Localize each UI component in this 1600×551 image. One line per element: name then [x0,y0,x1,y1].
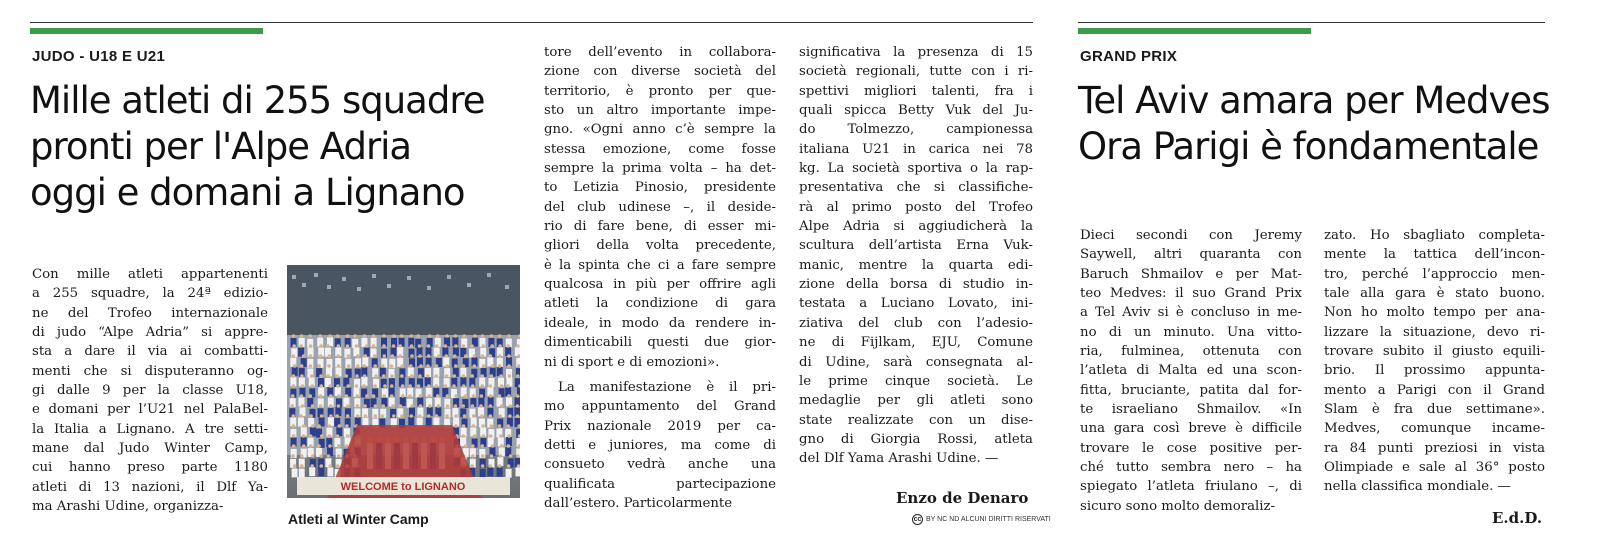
text-line: rio di fare bene, di esser mi- [544,219,776,235]
text-line: territorio, è pronto per que- [544,83,776,99]
text-line: qualcosa in più per offrire agli [544,277,776,293]
text-line: zione con diverse società del [544,64,776,80]
right-article-column-1 [1080,226,1302,516]
text-line: una gara così breve è difficile [1080,421,1302,437]
text-line: l’atleta di Malta ed una scon- [1080,363,1302,379]
text-line: spiegato l’atleta friulano –, di [1080,479,1302,495]
text-line: testata a Luciano Lovato, ini- [799,296,1033,312]
text-line: ne del Trofeo internazionale [32,305,268,321]
text-line: del club udinese –, il deside- [544,199,776,215]
text-line: presentativa che si classifiche- [799,180,1033,196]
text-line: to Letizia Pinosio, presidente [544,180,776,196]
photo-banner-text: WELCOME to LIGNANO [340,481,466,493]
text-line: state realizzate con un dise- [799,412,1033,428]
text-line: tore dell’evento in collabora- [544,45,776,60]
text-line: ziativa del club con l’adesio- [799,315,1033,331]
text-line: Olimpiade e sale al 36° posto [1324,460,1545,476]
text-line: ché tutto sembra nero – ha [1080,460,1302,476]
text-line: sempre la prima volta – ha det- [544,161,776,177]
text-line: gliori della volta precedente, [544,238,776,254]
text-line: sicuro sono molto demoraliz- [1080,498,1276,514]
text-line: del Dlf Yama Arashi Udine. — [799,451,999,467]
text-line: Alpe Adria si aggiudicherà la [799,219,1033,235]
text-line: tale alla gara è stato buono. [1324,286,1545,302]
text-line: Prix nazionale 2019 per ca- [544,418,776,434]
text-line: le prime cinque società. Le [799,373,1033,389]
text-line: a Tel Aviv si è concluso in me- [1080,305,1302,321]
text-line: ni di sport e di emozioni». [544,354,720,370]
text-line: società regionali, tutte con i ri- [799,64,1033,80]
winter-camp-photo [287,265,520,498]
text-line: di Udine, sarà consegnata al- [799,354,1033,370]
text-line: italiana U21 in carica nei 78 [799,141,1033,157]
text-line: scultura dell’artista Erna Vuk- [799,238,1033,254]
text-line: gno. «Ogni anno c’è sempre la [544,122,776,138]
text-line: cui hanno preso parte 1180 [32,460,268,476]
text-line: kg. La società sportiva o la rap- [799,161,1033,177]
text-line: zato. Ho sbagliato completa- [1324,228,1545,243]
text-line: do Tolmezzo, campionessa [799,122,1033,138]
text-line: dall’estero. Particolarmente [544,495,733,511]
author-signature: Enzo de Denaro [896,489,1029,507]
text-line: menti che si disputeranno og- [32,363,268,379]
text-line: mente la tattica dell’incon- [1324,247,1545,263]
right-kicker: GRAND PRIX [1080,48,1178,65]
text-line: no di un minuto. Una vitto- [1080,324,1302,340]
text-line: tro, perché l’approccio men- [1324,266,1545,282]
left-headline-line: oggi e domani a Lignano [30,171,465,214]
left-article-column-2 [544,43,776,513]
left-accent-bar [30,28,263,34]
license-text: BY NC ND ALCUNI DIRITTI RISERVATI [926,516,1051,523]
text-line: te israeliano Shmailov. «In [1080,402,1302,418]
text-line: brio. Il prossimo appunta- [1324,363,1545,379]
text-line: consueto vedrà anche una [544,457,776,473]
text-line: zione della borsa di studio in- [799,277,1033,293]
text-line: ne di Fijlkam, EJU, Comune [799,335,1033,351]
right-top-rule [1078,22,1545,23]
left-headline [30,78,485,216]
right-accent-bar [1078,28,1311,34]
text-line: ma Arashi Udine, organizza- [32,499,224,515]
text-line: detti e juniores, ma come di [544,437,776,453]
text-line: La manifestazione è il pri- [558,379,776,395]
text-line: trovare le cose positive per- [1080,440,1302,456]
text-line: mento a Parigi con il Grand [1324,382,1545,398]
left-kicker: JUDO - U18 E U21 [32,48,166,65]
left-headline-line: Mille atleti di 255 squadre [30,79,485,122]
text-line: Con mille atleti appartenenti [32,267,268,282]
photo-caption: Atleti al Winter Camp [288,511,429,527]
text-line: Saywell, altri quaranta con [1080,247,1302,263]
text-line: mane dal Judo Winter Camp, [32,441,268,457]
text-line: ra 84 punti preziosi in vista [1324,440,1545,456]
left-article-column-1 [32,265,268,516]
text-line: significativa la presenza di 15 [799,45,1033,60]
text-line: gi dalle 9 per la classe U18, [32,383,268,399]
text-line: lizzare la situazione, devo ri- [1324,324,1545,340]
text-line: Medves, comunque incame- [1324,421,1545,437]
text-line: di judo “Alpe Adria” si appre- [32,325,268,341]
text-line: dimenticabili questi due gior- [544,335,776,351]
text-line: teo Medves: il suo Grand Prix [1080,286,1302,302]
text-line: atleti di 13 nazioni, il Dlf Ya- [32,479,268,495]
text-line: medaglie per gli atleti sono [799,393,1033,409]
right-headline [1078,78,1549,170]
text-line: qualificata partecipazione [544,476,776,492]
text-line: Dieci secondi con Jeremy [1080,228,1302,243]
text-line: sta a dare il via ai combatti- [32,344,268,360]
license-notice [912,514,1051,525]
left-article-column-3 [799,43,1033,469]
text-line: ideale, in modo da rendere in- [544,315,776,331]
text-line: Slam è fra due settimane». [1324,402,1545,418]
text-line: sto un altro importante impe- [544,103,776,119]
text-line: quali spicca Betty Vuk del Ju- [799,103,1033,119]
text-line: la Italia a Lignano. A tre setti- [32,421,268,437]
text-line: è la spinta che ci a fare sempre [544,257,776,273]
text-line: spettivi migliori talenti, fra i [799,83,1033,99]
text-line: ria, fulminea, ottenuta con [1080,344,1302,360]
text-line: atleti la condizione di gara [544,296,776,312]
text-line: e domani per l’U21 nel PalaBel- [32,402,268,418]
text-line: a 255 squadre, la 24ª edizio- [32,286,268,302]
text-line: nella classifica mondiale. — [1324,479,1511,495]
text-line: rà al primo posto del Trofeo [799,199,1033,215]
text-line: trovare subito il giusto equili- [1324,344,1545,360]
right-article-column-2 [1324,226,1545,497]
right-author-signature: E.d.D. [1492,509,1543,527]
text-line: fitta, bruciante, patita dal for- [1080,382,1302,398]
text-line: Baruch Shmailov e per Mat- [1080,266,1302,282]
winter-camp-photo-image [287,265,520,498]
creative-commons-icon: cc [913,516,922,523]
text-line: stessa emozione, come fosse [544,141,776,157]
left-top-rule [30,22,1033,23]
text-line: gno di Giorgia Rossi, atleta [799,431,1033,447]
right-headline-line: Ora Parigi è fondamentale [1078,125,1539,168]
right-headline-line: Tel Aviv amara per Medves [1078,79,1550,122]
text-line: mo appuntamento del Grand [544,399,776,415]
text-line: manic, mentre la quarta edi- [799,257,1033,273]
left-headline-line: pronti per l'Alpe Adria [30,125,412,168]
text-line: Non ho molto tempo per ana- [1324,305,1545,321]
